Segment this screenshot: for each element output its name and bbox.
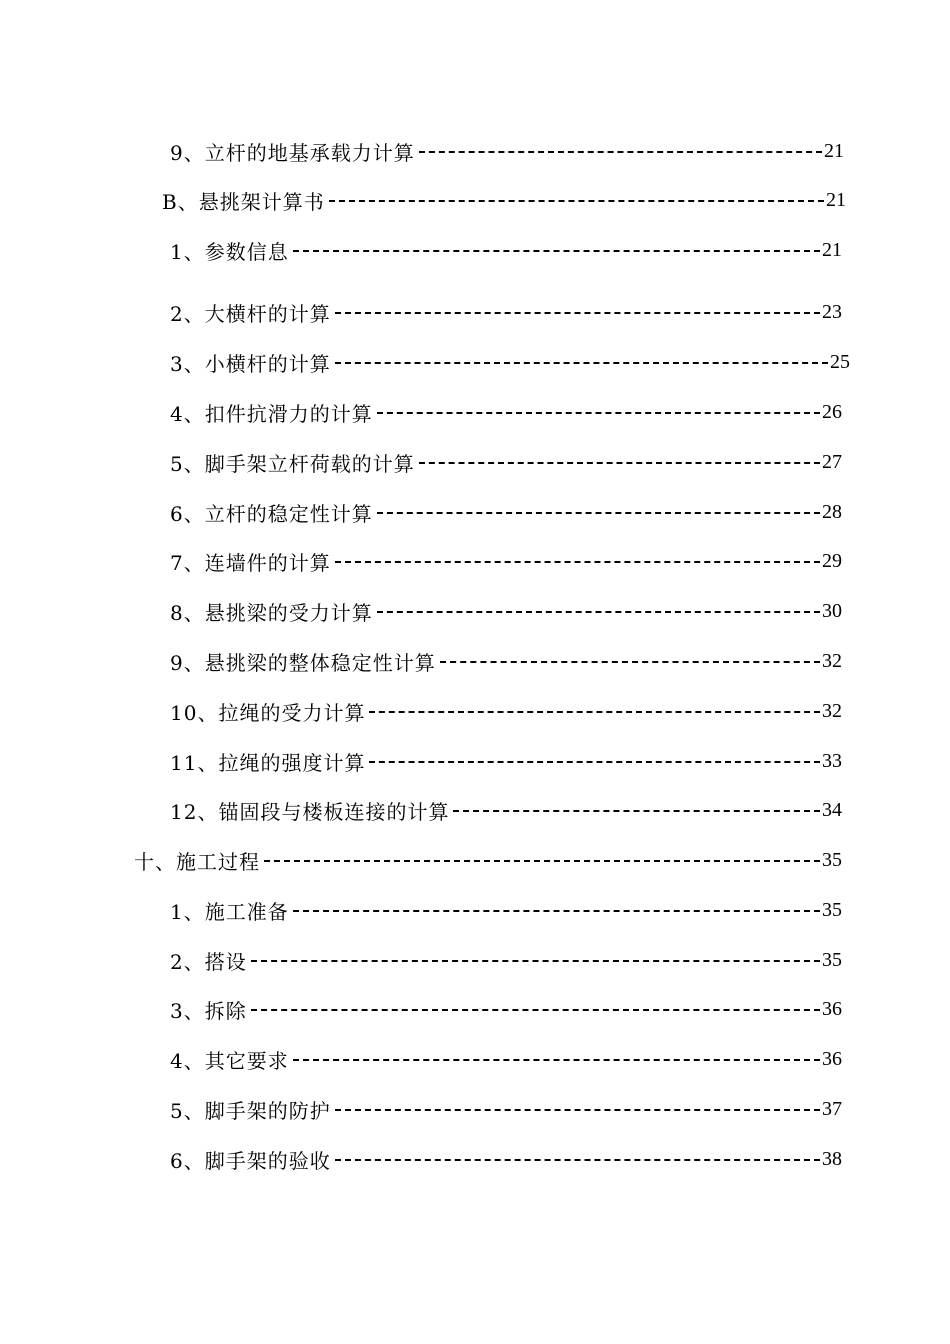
toc-entry-label: 7、连墙件的计算 [170,550,331,575]
toc-entry-page: 25 [830,350,850,373]
toc-entry-label: 6、立杆的稳定性计算 [170,501,373,526]
toc-entry[interactable] [170,1094,842,1124]
toc-entry[interactable] [170,696,842,726]
toc-entry-label: 十、施工过程 [134,849,260,874]
toc-leader [293,1059,820,1061]
toc-entry-page: 29 [822,549,842,572]
toc-entry[interactable] [170,397,842,427]
toc-leader [440,661,820,663]
toc-entry[interactable] [162,185,846,215]
toc-entry-page: 36 [822,997,842,1020]
toc-entry-page: 32 [822,649,842,672]
toc-leader [293,910,820,912]
toc-entry-page: 32 [822,699,842,722]
toc-leader [293,250,820,252]
toc-section-heading[interactable] [134,845,842,875]
toc-entry-label: 12、锚固段与楼板连接的计算 [170,799,450,824]
toc-entry-label: 1、施工准备 [170,899,289,924]
toc-leader [335,1159,820,1161]
toc-entry-label: 4、其它要求 [170,1048,289,1073]
toc-entry[interactable] [170,447,842,477]
toc-entry-page: 34 [822,798,842,821]
toc-entry-label: 4、扣件抗滑力的计算 [170,401,373,426]
toc-leader [251,960,820,962]
toc-entry-label: 6、脚手架的验收 [170,1148,331,1173]
toc-entry-page: 35 [822,898,842,921]
toc-leader [419,462,820,464]
toc-entry[interactable] [170,235,842,265]
toc-leader [419,151,822,153]
toc-entry-page: 33 [822,749,842,772]
toc-entry-label: 2、搭设 [170,949,247,974]
toc-entry[interactable] [170,136,844,166]
toc-entry[interactable] [170,646,842,676]
toc-leader [329,200,824,202]
toc-entry-page: 21 [824,139,844,162]
toc-entry-label: 5、脚手架立杆荷载的计算 [170,451,415,476]
toc-leader [335,312,820,314]
toc-entry-page: 35 [822,948,842,971]
toc-leader [335,561,820,563]
toc-leader [369,761,820,763]
toc-leader [264,860,820,862]
toc-entry[interactable] [170,297,842,327]
toc-entry-label: 8、悬挑梁的受力计算 [170,600,373,625]
toc-entry-label: B、悬挑架计算书 [162,189,325,214]
toc-leader [453,810,820,812]
toc-entry[interactable] [170,945,842,975]
toc-leader [251,1009,820,1011]
toc-entry[interactable] [170,497,842,527]
toc-leader [377,412,820,414]
toc-entry-page: 21 [822,238,842,261]
toc-entry-label: 9、悬挑梁的整体稳定性计算 [170,650,436,675]
toc-entry[interactable] [170,596,842,626]
toc-leader [335,362,828,364]
toc-entry[interactable] [170,347,850,377]
toc-entry-label: 2、大横杆的计算 [170,301,331,326]
toc-entry-label: 9、立杆的地基承载力计算 [170,140,415,165]
toc-entry-label: 11、拉绳的强度计算 [170,750,366,775]
toc-entry-page: 23 [822,300,842,323]
toc-entry[interactable] [170,795,842,825]
toc-leader [377,512,820,514]
toc-entry[interactable] [170,1144,842,1174]
toc-entry[interactable] [170,746,842,776]
toc-leader [335,1109,820,1111]
toc-entry-label: 1、参数信息 [170,239,289,264]
toc-leader [369,711,820,713]
toc-entry-label: 3、小横杆的计算 [170,351,331,376]
toc-entry-page: 27 [822,450,842,473]
toc-entry[interactable] [170,1044,842,1074]
toc-entry-page: 37 [822,1097,842,1120]
toc-entry-page: 38 [822,1147,842,1170]
toc-entry[interactable] [170,546,842,576]
toc-entry-page: 26 [822,400,842,423]
toc-entry-page: 30 [822,599,842,622]
toc-entry-page: 28 [822,500,842,523]
toc-leader [377,611,820,613]
toc-entry-page: 36 [822,1047,842,1070]
toc-entry-label: 10、拉绳的受力计算 [170,700,366,725]
toc-entry-label: 3、拆除 [170,998,247,1023]
toc-entry[interactable] [170,994,842,1024]
toc-entry-page: 35 [822,848,842,871]
toc-entry[interactable] [170,895,842,925]
toc-entry-label: 5、脚手架的防护 [170,1098,331,1123]
toc-entry-page: 21 [826,188,846,211]
